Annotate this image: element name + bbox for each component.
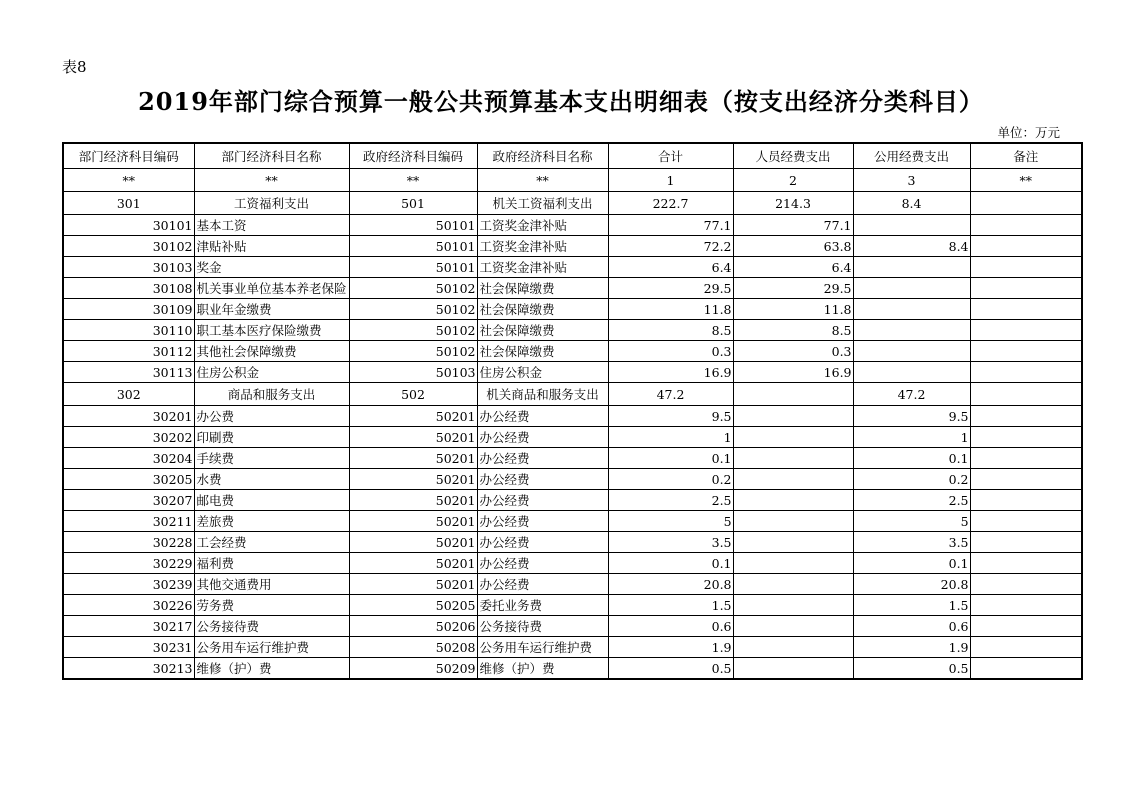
public-exp-cell — [853, 362, 970, 383]
dept-name-cell: 机关事业单位基本养老保险 — [194, 278, 349, 299]
gov-name-cell: 住房公积金 — [477, 362, 608, 383]
dept-name-cell: 手续费 — [194, 448, 349, 469]
column-header-1: 部门经济科目名称 — [194, 143, 349, 169]
gov-name-cell: 维修（护）费 — [477, 658, 608, 680]
column-header-3: 政府经济科目名称 — [477, 143, 608, 169]
table-row-301 — [63, 192, 1082, 215]
gov-code-cell: 50201 — [349, 490, 477, 511]
gov-name-cell: 办公经费 — [477, 427, 608, 448]
note-cell — [970, 532, 1082, 553]
code-header-2: ** — [349, 169, 477, 192]
gov-name-cell: 社会保障缴费 — [477, 320, 608, 341]
personnel-cell — [733, 532, 853, 553]
total-cell: 2.5 — [608, 490, 733, 511]
note-cell — [970, 320, 1082, 341]
gov-code-cell: 502 — [349, 383, 477, 406]
gov-code-cell: 50206 — [349, 616, 477, 637]
note-cell — [970, 553, 1082, 574]
column-header-4: 合计 — [608, 143, 733, 169]
public-exp-cell — [853, 341, 970, 362]
total-cell: 16.9 — [608, 362, 733, 383]
gov-code-cell: 50208 — [349, 637, 477, 658]
dept-name-cell: 印刷费 — [194, 427, 349, 448]
dept-code-cell: 30226 — [63, 595, 194, 616]
table-row-30204 — [63, 448, 1082, 469]
gov-name-cell: 社会保障缴费 — [477, 299, 608, 320]
table-row-30228 — [63, 532, 1082, 553]
table-body — [63, 192, 1082, 680]
dept-code-cell: 30113 — [63, 362, 194, 383]
code-header-7: ** — [970, 169, 1082, 192]
dept-name-cell: 工资福利支出 — [194, 192, 349, 215]
table-row-30102 — [63, 236, 1082, 257]
dept-code-cell: 302 — [63, 383, 194, 406]
dept-code-cell: 30211 — [63, 511, 194, 532]
personnel-cell — [733, 406, 853, 427]
dept-code-cell: 30108 — [63, 278, 194, 299]
note-cell — [970, 595, 1082, 616]
dept-code-cell: 30231 — [63, 637, 194, 658]
gov-code-cell: 50201 — [349, 532, 477, 553]
dept-name-cell: 其他交通费用 — [194, 574, 349, 595]
dept-name-cell: 职业年金缴费 — [194, 299, 349, 320]
personnel-cell: 11.8 — [733, 299, 853, 320]
dept-name-cell: 奖金 — [194, 257, 349, 278]
dept-code-cell: 30217 — [63, 616, 194, 637]
dept-name-cell: 商品和服务支出 — [194, 383, 349, 406]
personnel-cell: 77.1 — [733, 215, 853, 236]
note-cell — [970, 427, 1082, 448]
gov-code-cell: 50209 — [349, 658, 477, 680]
table-number-label: 表8 — [62, 58, 87, 76]
note-cell — [970, 490, 1082, 511]
table-row-30239 — [63, 574, 1082, 595]
personnel-cell — [733, 658, 853, 680]
table-row-30110 — [63, 320, 1082, 341]
note-cell — [970, 448, 1082, 469]
personnel-cell: 6.4 — [733, 257, 853, 278]
table-row-30108 — [63, 278, 1082, 299]
gov-name-cell: 社会保障缴费 — [477, 341, 608, 362]
gov-name-cell: 办公经费 — [477, 532, 608, 553]
dept-name-cell: 福利费 — [194, 553, 349, 574]
personnel-cell — [733, 427, 853, 448]
gov-code-cell: 50101 — [349, 215, 477, 236]
dept-code-cell: 30228 — [63, 532, 194, 553]
header-row — [63, 143, 1082, 169]
dept-code-cell: 30201 — [63, 406, 194, 427]
total-cell: 9.5 — [608, 406, 733, 427]
dept-name-cell: 差旅费 — [194, 511, 349, 532]
personnel-cell — [733, 448, 853, 469]
gov-code-cell: 50201 — [349, 448, 477, 469]
total-cell: 72.2 — [608, 236, 733, 257]
personnel-cell — [733, 553, 853, 574]
note-cell — [970, 257, 1082, 278]
personnel-cell: 16.9 — [733, 362, 853, 383]
gov-name-cell: 工资奖金津补贴 — [477, 257, 608, 278]
table-row-30205 — [63, 469, 1082, 490]
dept-name-cell: 公务接待费 — [194, 616, 349, 637]
dept-code-cell: 30207 — [63, 490, 194, 511]
gov-code-cell: 50101 — [349, 257, 477, 278]
note-cell — [970, 341, 1082, 362]
code-header-0: ** — [63, 169, 194, 192]
gov-name-cell: 机关工资福利支出 — [477, 192, 608, 215]
gov-name-cell: 办公经费 — [477, 406, 608, 427]
personnel-cell: 29.5 — [733, 278, 853, 299]
code-header-6: 3 — [853, 169, 970, 192]
dept-code-cell: 30109 — [63, 299, 194, 320]
note-cell — [970, 658, 1082, 680]
budget-table — [62, 142, 1083, 680]
gov-name-cell: 公务用车运行维护费 — [477, 637, 608, 658]
gov-name-cell: 社会保障缴费 — [477, 278, 608, 299]
unit-note: 单位：万元 — [997, 125, 1060, 140]
public-exp-cell: 0.1 — [853, 448, 970, 469]
gov-code-cell: 50102 — [349, 341, 477, 362]
note-cell — [970, 511, 1082, 532]
gov-code-cell: 50201 — [349, 427, 477, 448]
total-cell: 1 — [608, 427, 733, 448]
gov-name-cell: 办公经费 — [477, 448, 608, 469]
table-row-30211 — [63, 511, 1082, 532]
total-cell: 8.5 — [608, 320, 733, 341]
public-exp-cell: 0.5 — [853, 658, 970, 680]
personnel-cell — [733, 574, 853, 595]
personnel-cell — [733, 383, 853, 406]
total-cell: 0.2 — [608, 469, 733, 490]
gov-code-cell: 50102 — [349, 320, 477, 341]
dept-name-cell: 办公费 — [194, 406, 349, 427]
gov-code-cell: 50102 — [349, 278, 477, 299]
note-cell — [970, 637, 1082, 658]
dept-name-cell: 维修（护）费 — [194, 658, 349, 680]
gov-code-cell: 50201 — [349, 574, 477, 595]
public-exp-cell: 20.8 — [853, 574, 970, 595]
gov-code-cell: 50201 — [349, 469, 477, 490]
table-row-30226 — [63, 595, 1082, 616]
total-cell: 20.8 — [608, 574, 733, 595]
total-cell: 47.2 — [608, 383, 733, 406]
total-cell: 1.5 — [608, 595, 733, 616]
note-cell — [970, 236, 1082, 257]
dept-name-cell: 津贴补贴 — [194, 236, 349, 257]
total-cell: 1.9 — [608, 637, 733, 658]
dept-name-cell: 其他社会保障缴费 — [194, 341, 349, 362]
note-cell — [970, 192, 1082, 215]
column-header-2: 政府经济科目编码 — [349, 143, 477, 169]
dept-code-cell: 30239 — [63, 574, 194, 595]
public-exp-cell: 2.5 — [853, 490, 970, 511]
note-cell — [970, 406, 1082, 427]
note-cell — [970, 215, 1082, 236]
column-header-5: 人员经费支出 — [733, 143, 853, 169]
gov-code-cell: 50201 — [349, 406, 477, 427]
note-cell — [970, 383, 1082, 406]
dept-code-cell: 30202 — [63, 427, 194, 448]
total-cell: 0.1 — [608, 448, 733, 469]
gov-code-cell: 50205 — [349, 595, 477, 616]
personnel-cell — [733, 490, 853, 511]
gov-code-cell: 50201 — [349, 511, 477, 532]
public-exp-cell: 1.5 — [853, 595, 970, 616]
gov-code-cell: 50201 — [349, 553, 477, 574]
gov-name-cell: 办公经费 — [477, 574, 608, 595]
total-cell: 0.6 — [608, 616, 733, 637]
public-exp-cell: 3.5 — [853, 532, 970, 553]
total-cell: 0.3 — [608, 341, 733, 362]
table-row-30202 — [63, 427, 1082, 448]
public-exp-cell: 0.6 — [853, 616, 970, 637]
gov-code-cell: 50103 — [349, 362, 477, 383]
total-cell: 11.8 — [608, 299, 733, 320]
public-exp-cell: 1.9 — [853, 637, 970, 658]
table-row-30213 — [63, 658, 1082, 680]
gov-name-cell: 工资奖金津补贴 — [477, 236, 608, 257]
note-cell — [970, 574, 1082, 595]
total-cell: 3.5 — [608, 532, 733, 553]
public-exp-cell — [853, 215, 970, 236]
dept-code-cell: 30101 — [63, 215, 194, 236]
dept-code-cell: 30205 — [63, 469, 194, 490]
total-cell: 77.1 — [608, 215, 733, 236]
dept-name-cell: 工会经费 — [194, 532, 349, 553]
total-cell: 222.7 — [608, 192, 733, 215]
table-row-30207 — [63, 490, 1082, 511]
public-exp-cell — [853, 299, 970, 320]
gov-name-cell: 公务接待费 — [477, 616, 608, 637]
public-exp-cell — [853, 257, 970, 278]
total-cell: 5 — [608, 511, 733, 532]
total-cell: 6.4 — [608, 257, 733, 278]
gov-name-cell: 办公经费 — [477, 511, 608, 532]
personnel-cell: 8.5 — [733, 320, 853, 341]
note-cell — [970, 616, 1082, 637]
dept-name-cell: 住房公积金 — [194, 362, 349, 383]
table-row-30113 — [63, 362, 1082, 383]
personnel-cell — [733, 616, 853, 637]
table-row-30217 — [63, 616, 1082, 637]
note-cell — [970, 299, 1082, 320]
personnel-cell — [733, 637, 853, 658]
dept-code-cell: 301 — [63, 192, 194, 215]
table-row-30201 — [63, 406, 1082, 427]
table-row-302 — [63, 383, 1082, 406]
table-row-30109 — [63, 299, 1082, 320]
dept-code-cell: 30229 — [63, 553, 194, 574]
public-exp-cell: 0.2 — [853, 469, 970, 490]
public-exp-cell: 1 — [853, 427, 970, 448]
total-cell: 0.1 — [608, 553, 733, 574]
dept-name-cell: 邮电费 — [194, 490, 349, 511]
column-header-7: 备注 — [970, 143, 1082, 169]
code-header-3: ** — [477, 169, 608, 192]
gov-name-cell: 委托业务费 — [477, 595, 608, 616]
total-cell: 29.5 — [608, 278, 733, 299]
personnel-cell — [733, 511, 853, 532]
dept-code-cell: 30112 — [63, 341, 194, 362]
public-exp-cell: 8.4 — [853, 236, 970, 257]
dept-code-cell: 30213 — [63, 658, 194, 680]
public-exp-cell: 47.2 — [853, 383, 970, 406]
dept-code-cell: 30204 — [63, 448, 194, 469]
public-exp-cell: 8.4 — [853, 192, 970, 215]
page-title: 2019年部门综合预算一般公共预算基本支出明细表（按支出经济分类科目） — [138, 87, 984, 116]
code-header-row — [63, 169, 1082, 192]
personnel-cell — [733, 469, 853, 490]
public-exp-cell: 0.1 — [853, 553, 970, 574]
gov-code-cell: 50101 — [349, 236, 477, 257]
dept-code-cell: 30102 — [63, 236, 194, 257]
gov-name-cell: 机关商品和服务支出 — [477, 383, 608, 406]
note-cell — [970, 362, 1082, 383]
dept-name-cell: 职工基本医疗保险缴费 — [194, 320, 349, 341]
note-cell — [970, 469, 1082, 490]
table-row-30103 — [63, 257, 1082, 278]
public-exp-cell — [853, 278, 970, 299]
column-header-6: 公用经费支出 — [853, 143, 970, 169]
personnel-cell: 0.3 — [733, 341, 853, 362]
dept-code-cell: 30103 — [63, 257, 194, 278]
gov-name-cell: 工资奖金津补贴 — [477, 215, 608, 236]
dept-code-cell: 30110 — [63, 320, 194, 341]
personnel-cell — [733, 595, 853, 616]
table-row-30112 — [63, 341, 1082, 362]
total-cell: 0.5 — [608, 658, 733, 680]
gov-code-cell: 501 — [349, 192, 477, 215]
code-header-5: 2 — [733, 169, 853, 192]
public-exp-cell: 5 — [853, 511, 970, 532]
gov-name-cell: 办公经费 — [477, 490, 608, 511]
dept-name-cell: 基本工资 — [194, 215, 349, 236]
table-row-30101 — [63, 215, 1082, 236]
public-exp-cell: 9.5 — [853, 406, 970, 427]
column-header-0: 部门经济科目编码 — [63, 143, 194, 169]
personnel-cell: 214.3 — [733, 192, 853, 215]
note-cell — [970, 278, 1082, 299]
personnel-cell: 63.8 — [733, 236, 853, 257]
dept-name-cell: 劳务费 — [194, 595, 349, 616]
code-header-4: 1 — [608, 169, 733, 192]
dept-name-cell: 水费 — [194, 469, 349, 490]
gov-name-cell: 办公经费 — [477, 553, 608, 574]
dept-name-cell: 公务用车运行维护费 — [194, 637, 349, 658]
public-exp-cell — [853, 320, 970, 341]
table-row-30231 — [63, 637, 1082, 658]
gov-code-cell: 50102 — [349, 299, 477, 320]
gov-name-cell: 办公经费 — [477, 469, 608, 490]
code-header-1: ** — [194, 169, 349, 192]
table-row-30229 — [63, 553, 1082, 574]
